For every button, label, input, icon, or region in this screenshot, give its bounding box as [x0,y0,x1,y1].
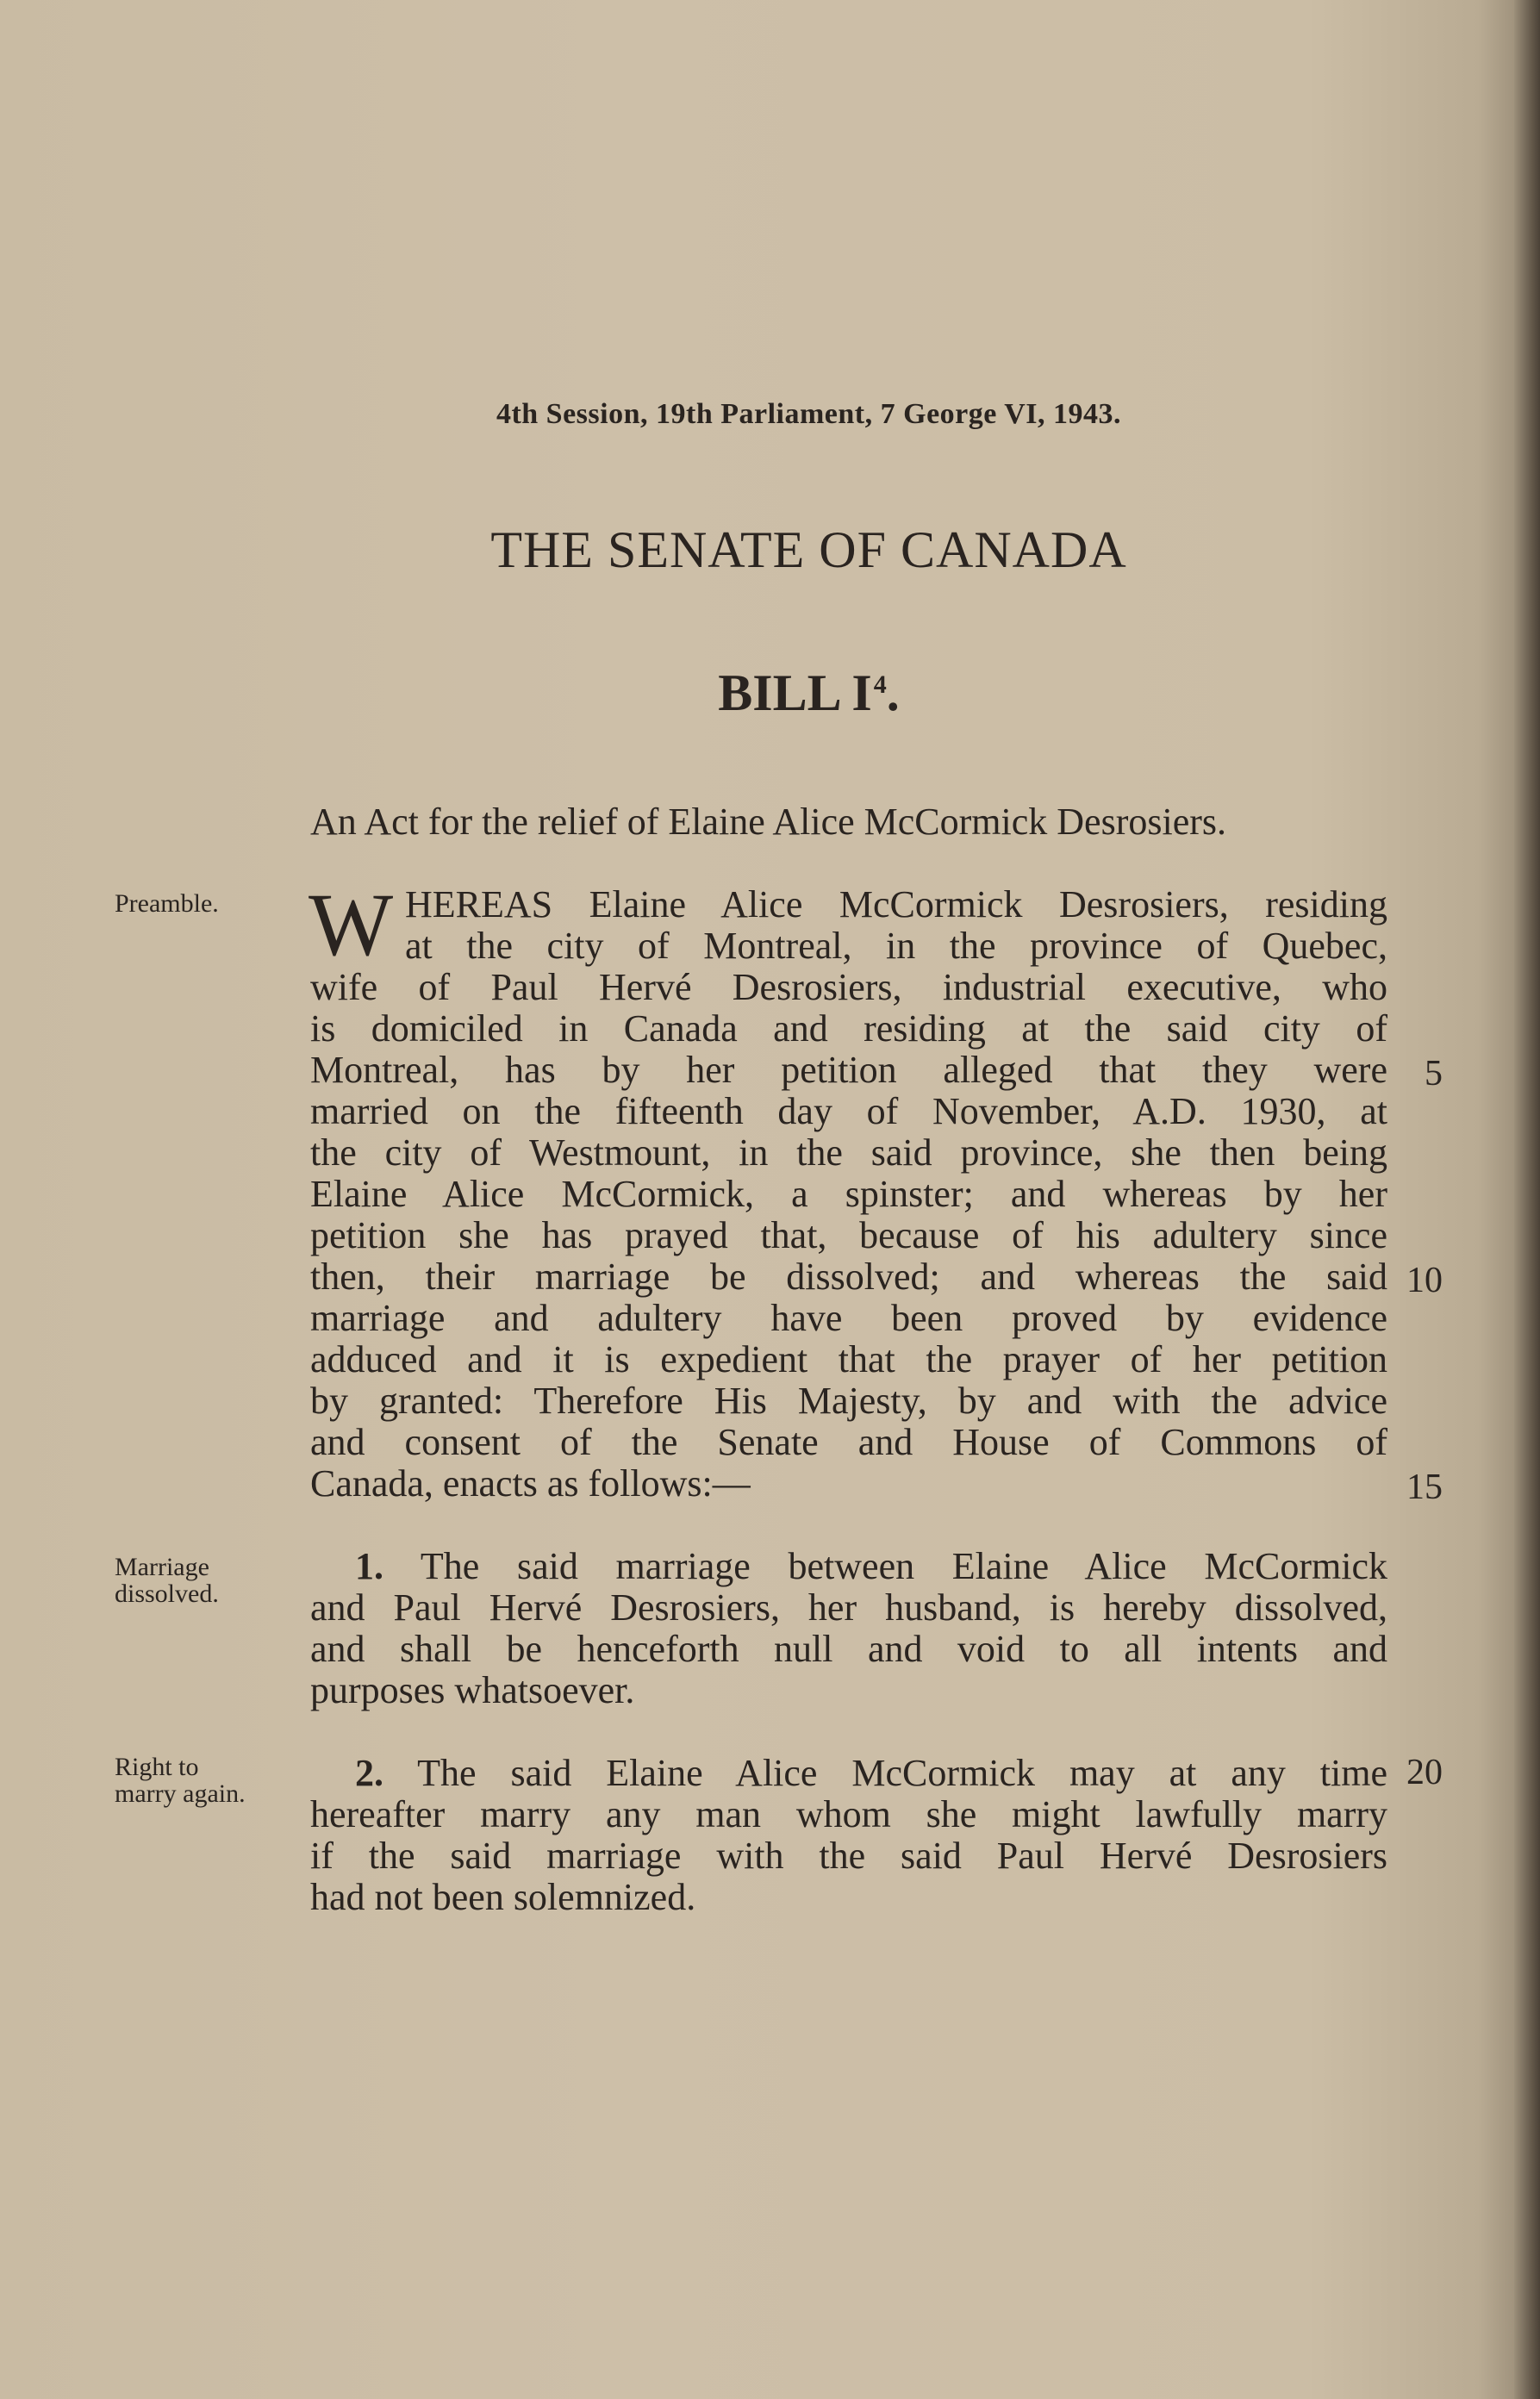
preamble-line: then, their marriage be dissolved; and whereas the said [310,1256,1387,1298]
margin-note-right-to-marry [115,1754,296,1807]
preamble-line: the city of Westmount, in the said province, she then being [310,1131,1387,1174]
preamble-line: by granted: Therefore His Majesty, by and with the advice [310,1380,1387,1422]
preamble-line: is domiciled in Canada and residing at the said city of [310,1007,1387,1050]
section-2-line [355,1753,1387,1794]
margin-note-line: dissolved. [115,1580,219,1608]
preamble-line: Canada, enacts as follows:— [310,1462,751,1505]
section-2-line: hereafter marry any man whom she might lawfully marry [310,1793,1387,1835]
margin-note-preamble: Preamble. [115,889,219,918]
preamble-dropcap: W [309,875,394,975]
line-number: 15 [1406,1467,1443,1507]
line-number: 10 [1406,1261,1443,1300]
margin-note-line: Right to [115,1753,199,1781]
section-1-line [355,1546,1387,1587]
preamble-line: Montreal, has by her petition alleged that they were [310,1049,1387,1091]
section-2-number: 2. [355,1752,383,1794]
preamble-line: adduced and it is expedient that the prayer of her petition [310,1338,1387,1380]
section-2-line: had not been solemnized. [310,1876,696,1918]
section-1-line: and shall be henceforth null and void to all intents and [310,1628,1387,1670]
section-2-line: if the said marriage with the said Paul Hervé Desrosiers [310,1835,1387,1877]
margin-note-line: Marriage [115,1553,209,1581]
preamble-line: petition she has prayed that, because of his adultery since [310,1214,1387,1256]
session-header: 4th Session, 19th Parliament, 7 George VI, 1943. [496,398,1122,430]
preamble-line: Elaine Alice McCormick, a spinster; and whereas by her [310,1173,1387,1215]
preamble-line: HEREAS Elaine Alice McCormick Desrosiers, residing [405,883,1387,925]
section-1-number: 1. [355,1545,383,1587]
section-1-line: purposes whatsoever. [310,1669,635,1711]
bill-superscript: 4 [873,670,887,699]
section-1-line: and Paul Hervé Desrosiers, her husband, is hereby dissolved, [310,1586,1387,1629]
chamber-title: THE SENATE OF CANADA [490,521,1127,578]
section-2-text: The said Elaine Alice McCormick may at any time [417,1752,1387,1794]
bill-label: BILL I [718,664,872,721]
margin-note-line: marry again. [115,1779,246,1808]
book-spine-edge [1514,0,1540,2399]
bill-suffix: . [886,664,900,721]
preamble-line: wife of Paul Hervé Desrosiers, industrial executive, who [310,966,1387,1008]
preamble-line: at the city of Montreal, in the province of Quebec, [405,925,1387,967]
bill-number [0,664,1540,723]
preamble-line: married on the fifteenth day of November, A.D. 1930, at [310,1090,1387,1132]
preamble-line: marriage and adultery have been proved by evidence [310,1297,1387,1339]
line-number: 5 [1425,1054,1443,1094]
act-title: An Act for the relief of Elaine Alice McCormick Desrosiers. [310,801,1227,843]
section-1-text: The said marriage between Elaine Alice McCormick [420,1545,1387,1587]
margin-note-marriage-dissolved [115,1554,296,1607]
preamble-line: and consent of the Senate and House of Commons of [310,1421,1387,1463]
line-number: 20 [1406,1753,1443,1792]
